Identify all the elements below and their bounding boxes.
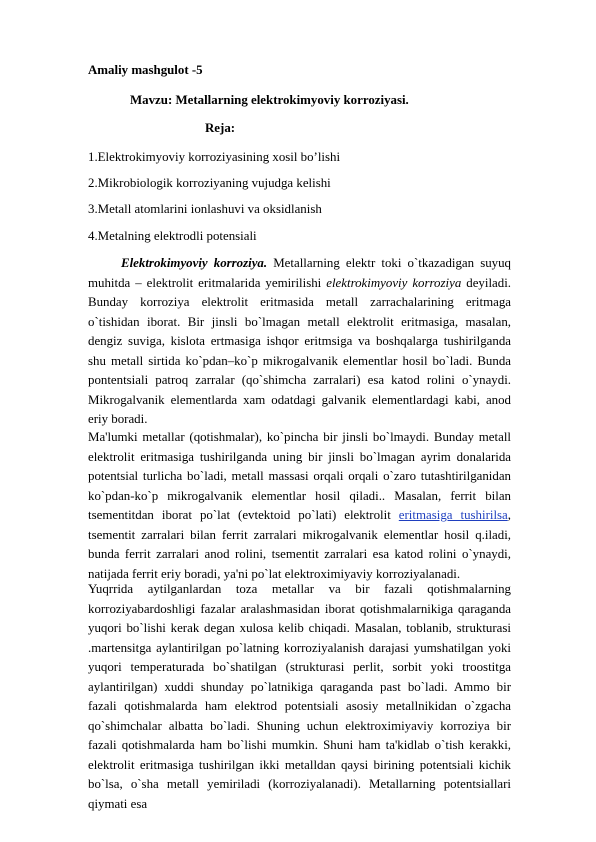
plan-heading: Reja: [205,121,236,135]
plan-item: 1.Elektrokimyoviy korroziyasining xosil bo’lishi [88,150,341,164]
paragraph-text: deyiladi. Bunday korroziya elektrolit eritmasida metall zarrachalarining eritmaga o`tishidan iborat. Bir jinsli bo`lmagan metall elektrolit eritmasiga, masalan, dengiz suviga, kislota ertmasiga ishqor eritmsiga va boshqalarga tushirilganda shu metall sirtida ko`pdan–ko`p mikrogalvanik elementlar hosil bo`ladi. Bunda pontentsiali patroq zarralar (qo`shimcha zarralari) esa katod rolini o`ynaydi. Mikrogalvanik elementlarda xam odatdagi galvanik elementlardagi kabi, anod eriy boradi. [88,275,512,426]
plan-item: 2.Mikrobiologik korroziyaning vujudga kelishi [88,176,331,190]
paragraph-conclusion: Yuqrrida aytilganlardan toza metallar va bir fazali qotishmalarning korroziyabardoshligi fazalar aralashmasidan iborat qotishmalarnikiga qaraganda yuqori bo`lishi kerak degan xulosa kelib chiqadi. Masalan, toblanib, strukturasi .martensitga aylantirilgan po`latning korroziyalanish darajasi yumshatilgan yoki yuqori temperaturada bo`shatilgan (strukturasi perlit, sorbit yoki troostitga aylantirilgan) xuddi shunday po`latnikiga qaraganda past bo`ladi. Ammo bir fazali qotishmalarda ham elektrod potentsiali asosiy metallnikidan o`zgacha qo`shimchalar albatta bo`ladi. Shuning uchun elektroximiyaviy korroziya bir fazali qotishmalarda ham bo`lishi mumkin. Shuni ham ta'kidlab o`tish kerakki, elektrolit eritmasiga tushirilgan ikki metalldan qaysi birining potentsiali kichik bo`lsa, o`sha metall yemiriladi (korroziyalanadi). Metallarning potentsiallari qiymati esa [88,582,511,811]
paragraph-text: Metallarning elektr toki o`tkazadigan suyuq muhitda – elektrolit eritmalarida yemirilishi [88,256,511,290]
paragraph-alloys [88,428,511,584]
topic-heading: Mavzu: Metallarning elektrokimyoviy korroziyasi. [130,93,409,107]
plan-item: 3.Metall atomlarini ionlashuvi va oksidlanish [88,202,322,216]
plan-item: 4.Metalning elektrodli potensiali [88,229,257,243]
paragraph-lead-term: Elektrokimyoviy korroziya. [121,256,268,270]
hyperlink[interactable]: eritmasiga tushirilsa [398,508,508,522]
paragraph-electrochemical-corrosion [88,254,511,430]
italic-term: elektrokimyoviy korroziya [326,275,462,290]
document-title: Amaliy mashgulot -5 [88,63,203,77]
paragraph-text: Ma'lumki metallar (qotishmalar), ko`pincha bir jinsli bo`lmaydi. Bunday metall elektrolit eritmasiga tushirilganda uning bir jinsli bo`lmagan ayrim donalarida potentsial turlicha bo`ladi, metall massasi orqali orqali o`zaro tutashtirilganidan ko`pdan-ko`p mikrogalvanik elementlar hosil qiladi.. Masalan, ferrit bilan tsementitdan iborat po`lat (evtektoid po`lati) elektrolit [88,430,511,522]
paragraph-text: , tsementit zarralari bilan ferrit zarralari mikrogalvanik elementlar hosil q.iladi, bunda ferrit zarralari anod rolini, tsementit zarralari esa katod rolini o`ynaydi, natijada ferrit eriy boradi, ya'ni po`lat elektroximiyaviy korroziyalanadi. [88,508,511,581]
